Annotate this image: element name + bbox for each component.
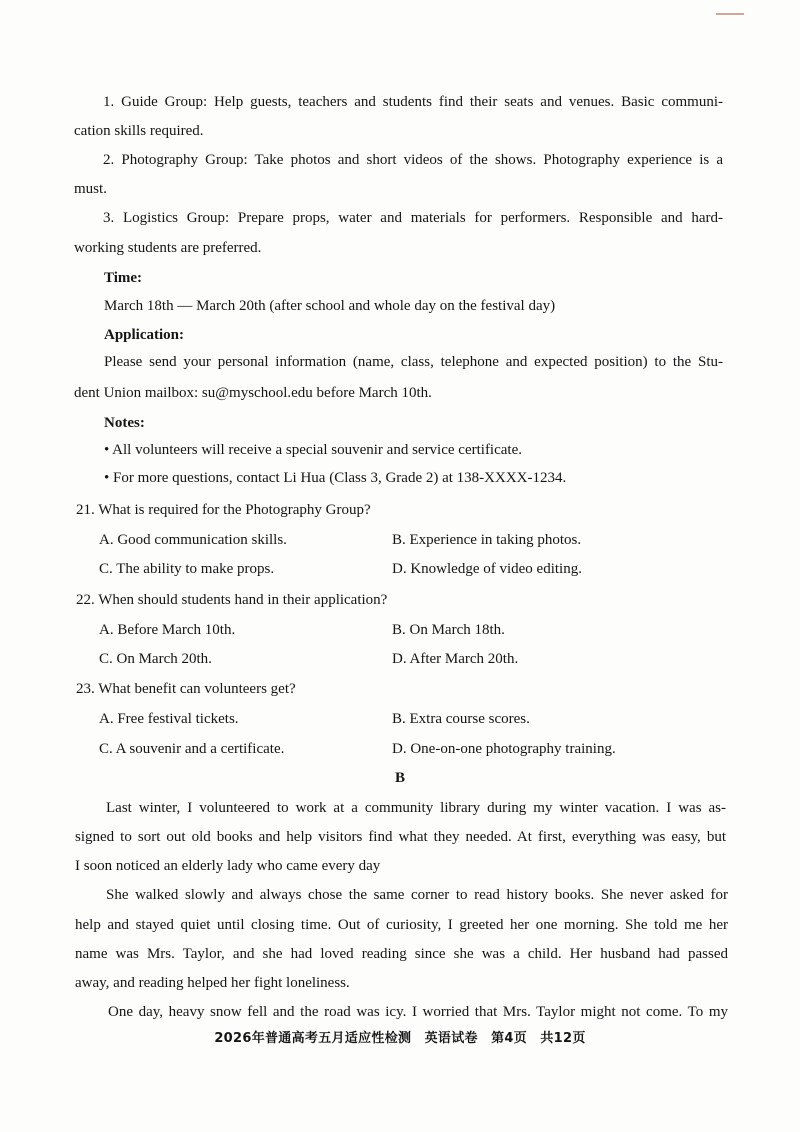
question-22-option-c: C. On March 20th. — [99, 651, 212, 667]
page-footer: 2026年普通高考五月适应性检测 英语试卷 第4页 共12页 — [214, 1031, 586, 1046]
corner-pen-mark — [716, 13, 744, 15]
question-23-stem: 23. What benefit can volunteers get? — [76, 681, 296, 697]
question-23-option-a: A. Free festival tickets. — [99, 711, 239, 727]
passage-line: away, and reading helped her fight loneliness. — [75, 975, 350, 991]
question-23-option-c: C. A souvenir and a certificate. — [99, 741, 285, 757]
application-label: Application: — [104, 327, 185, 343]
question-22-option-d: D. After March 20th. — [392, 651, 519, 667]
question-21-option-a: A. Good communication skills. — [99, 532, 287, 548]
question-21-option-b: B. Experience in taking photos. — [392, 532, 582, 548]
group-1-line-2: cation skills required. — [74, 123, 204, 139]
application-line-1: Please send your personal information (name, class, telephone and expected position) to the Stu- — [104, 354, 723, 370]
question-23-option-b: B. Extra course scores. — [392, 711, 530, 727]
passage-line: I soon noticed an elderly lady who came every day — [75, 858, 381, 874]
section-b-heading: B — [394, 770, 405, 786]
passage-line: Last winter, I volunteered to work at a community library during my winter vacation. I was as- — [106, 800, 726, 816]
application-line-2: dent Union mailbox: su@myschool.edu before March 10th. — [74, 385, 432, 401]
time-label: Time: — [104, 270, 143, 286]
group-2-line-1: 2. Photography Group: Take photos and short videos of the shows. Photography experience is a — [103, 152, 723, 168]
passage-line: She walked slowly and always chose the same corner to read history books. She never asked for — [106, 887, 728, 903]
passage-line: help and stayed quiet until closing time. Out of curiosity, I greeted her one morning. She told me her — [75, 917, 728, 933]
time-text: March 18th — March 20th (after school and whole day on the festival day) — [104, 298, 556, 314]
question-22-option-b: B. On March 18th. — [392, 622, 505, 638]
group-2-line-2: must. — [74, 181, 107, 197]
notes-label: Notes: — [104, 415, 145, 431]
passage-line: One day, heavy snow fell and the road was icy. I worried that Mrs. Taylor might not come. To my — [108, 1004, 728, 1020]
passage-line: signed to sort out old books and help visitors find what they needed. At first, everything was easy, but — [75, 829, 726, 845]
passage-line: name was Mrs. Taylor, and she had loved reading since she was a child. Her husband had passed — [75, 946, 728, 962]
note-item: • For more questions, contact Li Hua (Class 3, Grade 2) at 138-XXXX-1234. — [104, 470, 567, 486]
question-21-stem: 21. What is required for the Photography Group? — [76, 502, 371, 518]
question-21-option-d: D. Knowledge of video editing. — [392, 561, 582, 577]
question-22-stem: 22. When should students hand in their application? — [76, 592, 388, 608]
question-23-option-d: D. One-on-one photography training. — [392, 741, 616, 757]
group-3-line-2: working students are preferred. — [74, 240, 262, 256]
note-item: • All volunteers will receive a special souvenir and service certificate. — [104, 442, 522, 458]
group-1-line-1: 1. Guide Group: Help guests, teachers and students find their seats and venues. Basic communi- — [103, 94, 723, 110]
question-22-option-a: A. Before March 10th. — [99, 622, 236, 638]
question-21-option-c: C. The ability to make props. — [99, 561, 275, 577]
group-3-line-1: 3. Logistics Group: Prepare props, water and materials for performers. Responsible and hard- — [103, 210, 723, 226]
